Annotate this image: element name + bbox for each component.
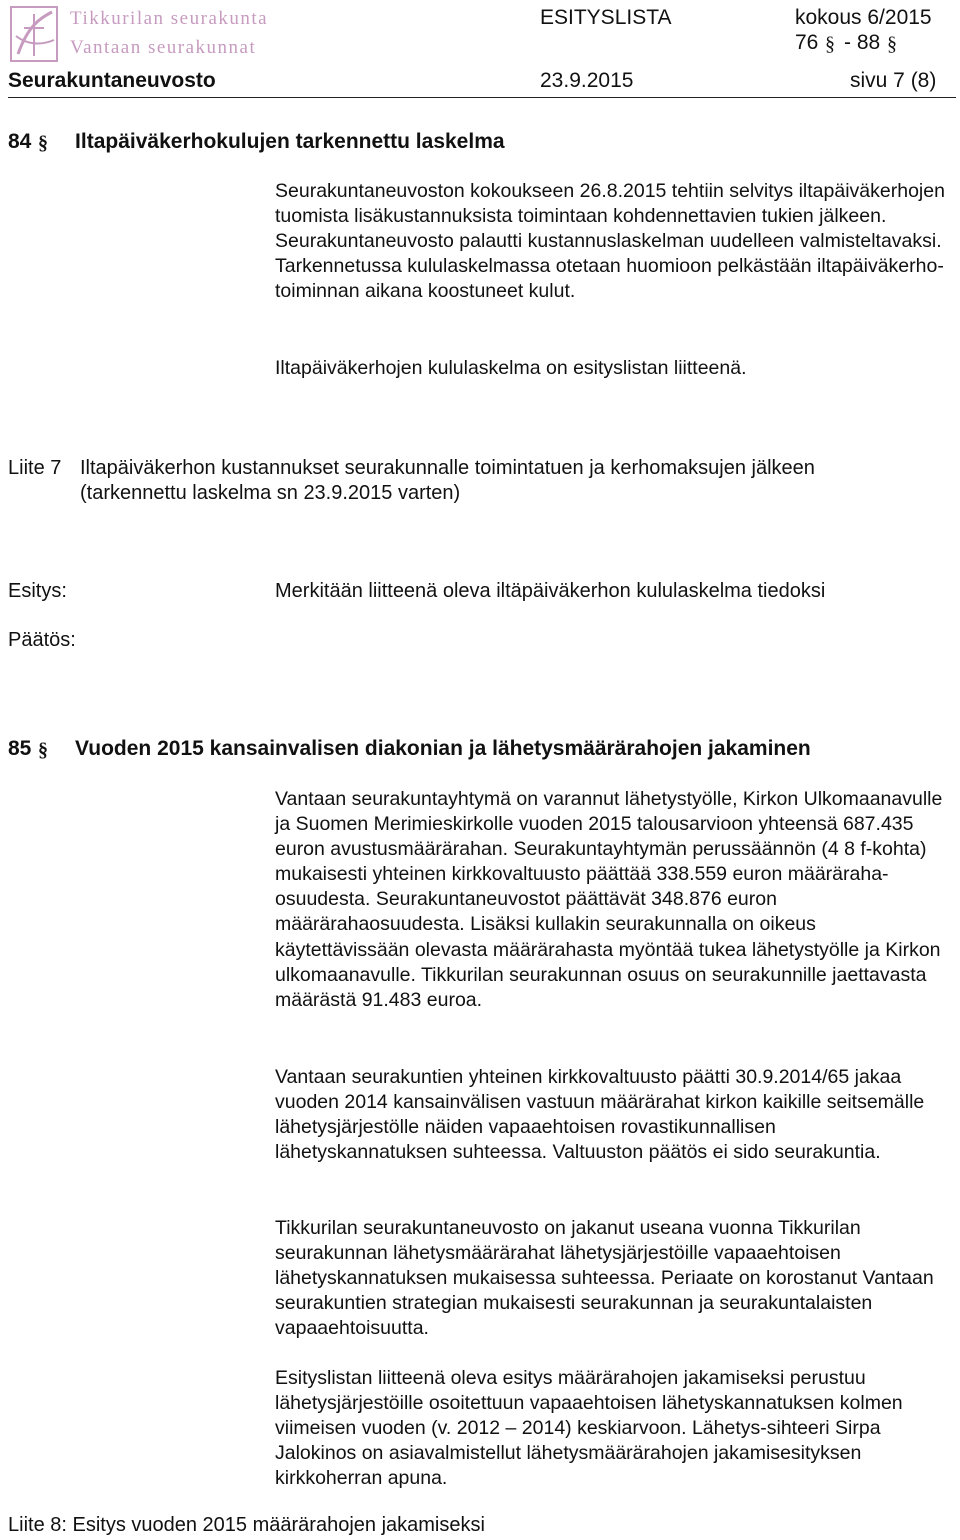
- section-84-heading: [8, 130, 505, 154]
- document-type: ESITYSLISTA: [540, 6, 672, 29]
- svg-text:§: §: [887, 33, 898, 56]
- paragraph: Vantaan seurakuntien yhteinen kirkkovaltuusto päätti 30.9.2014/65 jakaa vuoden 2014 kansainvälisen vastuun määrärahat kirkon kaikille seitsemälle lähetysjärjestölle näiden vapaaehtoisen rovastikunnallisen lähetyskannatuksen suhteessa. Valtuuston päätös ei sido seurakuntia.: [275, 1066, 925, 1164]
- paragraph: Esityslistan liitteenä oleva esitys määrärahojen jakamiseksi perustuu lähetysjärjestöille osoitettuun vapaaehtoisen lähetyskannatuksen kolmen viimeisen vuoden (v. 2012 – 2014) keskiarvoon. Lähetys-sihteeri Sirpa Jalokinos on asiavalmistellut lähetysmäärärahojen jakamisesityksen kirkkoherran apuna.: [275, 1367, 903, 1490]
- paragraph: Tikkurilan seurakuntaneuvosto on jakanut useana vuonna Tikkurilan seurakunnan lähetysmäärärahat lähetysjärjestöille vapaaehtoisen lähetyskannatuksen mukaisessa suhteessa. Periaate on korostanut Vantaan seurakuntien strategian mukaisesti seurakunnan ja seurakuntalaisten vapaaehtoisuutta.: [275, 1217, 934, 1340]
- paragraph: Seurakuntaneuvoston kokoukseen 26.8.2015 tehtiin selvitys iltapäiväkerhojen tuomista lisäkustannuksista toimintaan kohdennettavien tukien jälkeen. Seurakuntaneuvosto palautti kustannuslaskelman uudelleen valmisteltavaksi. Tarkennetussa kululaskelmassa otetaan huomioon pelkästään iltapäiväkerho-toiminnan aikana koostuneet kulut.: [275, 180, 945, 303]
- proposal-label: Esitys:: [8, 580, 67, 602]
- section-sign-icon: [37, 737, 51, 761]
- decision-label: Päätös:: [8, 629, 76, 651]
- section-title: Iltapäiväkerhokulujen tarkennettu laskelma: [75, 130, 505, 153]
- paragraph: Vantaan seurakuntayhtymä on varannut lähetystyölle, Kirkon Ulkomaanavulle ja Suomen Merimieskirkolle vuoden 2015 talousarvioon yhteensä 687.435 euron avustusmäärärahan. Seurakuntayhtymän perussäännön (4 8 f-kohta) mukaisesti yhteinen kirkkovaltuusto päättää 338.559 euron määräraha-osuudesta. Seurakuntaneuvostot päättävät 348.876 euron määrärahaosuudesta. Lisäksi kullakin seurakunnalla on oikeus käytettävissään olevasta määrärahasta myöntää tukea lähetystyölle ja Kirkon ulkomaanavulle. Tikkurilan seurakunnan osuus on seurakunnille jaettavasta määrästä 91.483 euroa.: [275, 788, 943, 1011]
- proposal-text: Merkitään liitteenä oleva iltäpäiväkerhon kululaskelma tiedoksi: [275, 580, 826, 602]
- section-range-end: - 88: [844, 31, 881, 54]
- governing-body: Seurakuntaneuvosto: [8, 69, 216, 92]
- attachment-subtitle: (tarkennettu laskelma sn 23.9.2015 varten): [80, 482, 461, 504]
- section-range: [795, 31, 900, 55]
- meeting-date: 23.9.2015: [540, 69, 634, 92]
- section-85-heading: [8, 737, 811, 761]
- section-number: 84: [8, 130, 32, 153]
- logo-text-parish: Tikkurilan seurakunta: [70, 8, 269, 29]
- attachment-title: Iltapäiväkerhon kustannukset seurakunnalle toimintatuen ja kerhomaksujen jälkeen: [80, 457, 815, 479]
- paragraph: Iltapäiväkerhojen kululaskelma on esityslistan liitteenä.: [275, 357, 747, 379]
- section-sign-icon: [886, 31, 900, 55]
- header-divider: [8, 97, 956, 98]
- meeting-number: kokous 6/2015: [795, 6, 932, 29]
- logo-text-parishes: Vantaan seurakunnat: [70, 37, 257, 58]
- section-range-start: 76: [795, 31, 819, 54]
- section-number: 85: [8, 737, 32, 760]
- svg-text:§: §: [38, 739, 49, 762]
- svg-text:§: §: [825, 33, 836, 56]
- section-sign-icon: [37, 130, 51, 154]
- section-title: Vuoden 2015 kansainvalisen diakonian ja lähetysmäärärahojen jakaminen: [75, 737, 811, 760]
- page-number: sivu 7 (8): [850, 69, 937, 92]
- attachment-label: Liite 7: [8, 457, 62, 479]
- section-sign-icon: [824, 31, 838, 55]
- svg-text:§: §: [38, 132, 49, 155]
- parish-logo-icon: [10, 6, 58, 62]
- attachment-label: Liite 8: Esitys vuoden 2015 määrärahojen jakamiseksi: [8, 1514, 485, 1536]
